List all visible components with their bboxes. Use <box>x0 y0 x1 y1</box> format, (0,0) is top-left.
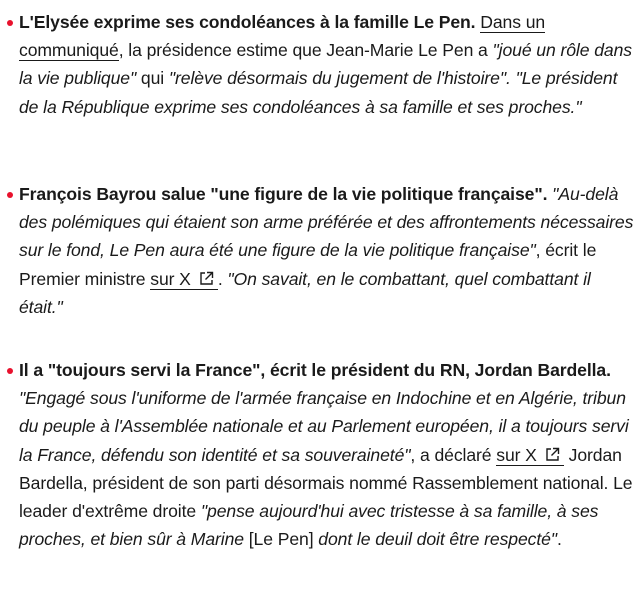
headline: François Bayrou salue "une figure de la vie politique française". <box>19 184 548 204</box>
quote: "joué un rôle dans la vie publique" <box>19 40 632 89</box>
quote: dont le deuil doit être respecté" <box>313 529 557 550</box>
quote: "pense aujourd'hui avec tristesse à sa famille, à ses proches, et bien sûr à Marine <box>19 501 599 550</box>
body-text: . <box>556 529 562 550</box>
external-link-icon <box>199 271 214 286</box>
quote: "Engagé sous l'uniforme de l'armée française en Indochine et en Algérie, tribun du peuple à l'Assemblée nationale et au Parlement européen, il a toujours servi la France, défendu son identité et sa souveraineté" <box>19 388 629 465</box>
live-post-elysee <box>19 8 635 121</box>
quote: "relève désormais du jugement de l'histoire". "Le président de la République exprime ses condoléances à sa famille et ses proches." <box>19 68 618 117</box>
body-text: qui <box>136 68 169 89</box>
body-text: [Le Pen] <box>248 529 314 550</box>
live-post-bayrou <box>19 180 635 321</box>
body-text: . <box>217 268 228 289</box>
bullet-dot <box>7 20 13 26</box>
headline: L'Elysée exprime ses condoléances à la famille Le Pen. <box>19 12 476 32</box>
body-text: , la présidence estime que Jean-Marie Le Pen a <box>118 40 493 61</box>
body-text: , a déclaré <box>410 444 497 465</box>
quote: "Au-delà des polémiques qui étaient son arme préférée et des affrontements nécessaires sur le fond, Le Pen aura été une figure de la vie politique française" <box>19 184 634 261</box>
bullet-dot <box>7 192 13 198</box>
body-text: , écrit le Premier ministre <box>19 240 597 289</box>
link-sur-x[interactable] <box>150 269 218 290</box>
headline: Il a "toujours servi la France", écrit le président du RN, Jordan Bardella. <box>19 360 611 380</box>
external-link-icon <box>545 447 560 462</box>
link-sur-x[interactable] <box>496 445 564 466</box>
live-post-bardella <box>19 356 635 553</box>
link-communique[interactable]: Dans un communiqué <box>19 12 546 61</box>
body-text: Jordan Bardella, président de son parti désormais nommé Rassemblement national. Le leader d'extrême droite <box>19 444 633 522</box>
link-label: sur X <box>150 268 191 289</box>
quote: "On savait, en le combattant, quel combattant il était." <box>19 268 591 317</box>
link-label: sur X <box>496 444 537 465</box>
bullet-dot <box>7 368 13 374</box>
